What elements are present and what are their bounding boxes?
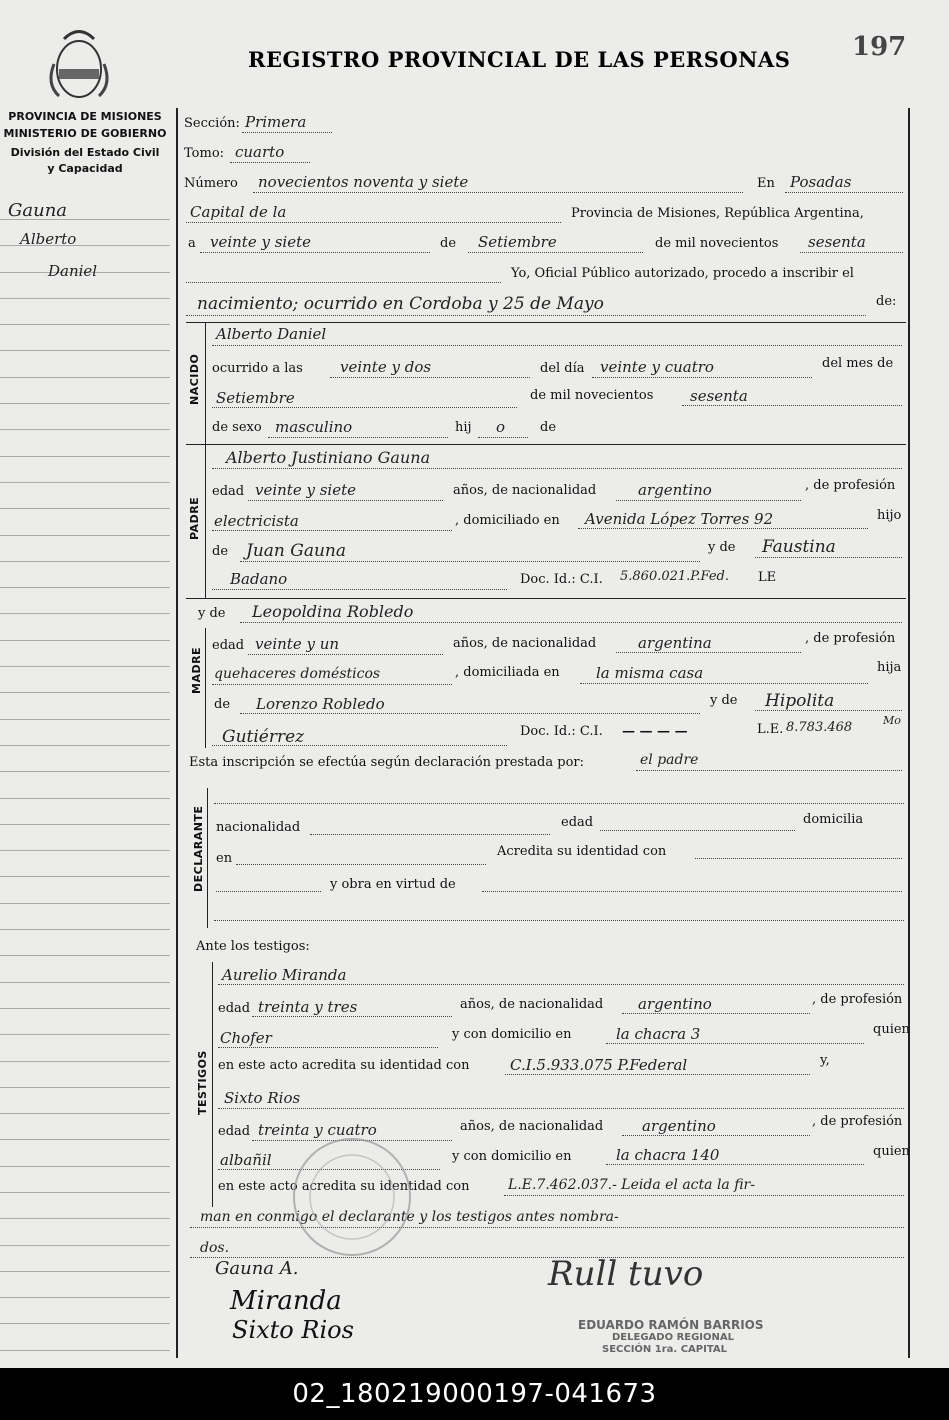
madre-le-label: L.E. [757,722,784,737]
margin-lines [0,219,170,1368]
testigo2-prof-label: , de profesión [812,1114,903,1129]
madre-y-de-label: y de [198,606,226,621]
ocurrido-label: ocurrido a las [212,361,303,376]
province-heading: PROVINCIA DE MISIONES [8,110,162,123]
madre-le-sufijo: Mo [883,714,901,727]
madre-madre: Hipolita [765,691,835,711]
right-border [908,108,910,1358]
provincia-label: Provincia de Misiones, República Argentina, [571,206,864,221]
tomo-value: cuarto [235,143,285,161]
padre-dom-label: , domiciliado en [455,513,560,528]
madre-dom: la misma casa [596,664,704,682]
coat-of-arms-icon [44,24,114,104]
padre-dom: Avenida López Torres 92 [585,510,774,528]
left-border [176,108,178,1358]
madre-prof-label: , de profesión [805,631,896,646]
testigo1-id: C.I.5.933.075 P.Federal [510,1056,688,1074]
testigo1-acredita-label: en este acto acredita su identidad con [218,1058,470,1073]
margin-second-name: Daniel [48,262,98,280]
en-value: Posadas [790,173,852,191]
padre-madre-apellido: Badano [230,570,288,588]
testigo1-prof: Chofer [220,1029,272,1047]
numero-value: novecientos noventa y siete [258,173,469,191]
firma-oficial: Rull tuvo [548,1254,704,1294]
declarante-dom-label: domicilia [803,812,864,827]
section-padre: PADRE [188,496,201,540]
margin-surname: Gauna [8,200,68,221]
stamp-area: SECCIÓN 1ra. CAPITAL [602,1344,727,1355]
testigo2-nac: argentino [642,1117,716,1135]
padre-padre: Juan Gauna [246,541,346,561]
testigo1-nac: argentino [638,995,712,1013]
seccion-label: Sección: [184,116,240,131]
fecha-anio: sesenta [808,233,866,251]
testigo1-nombre: Aurelio Miranda [222,966,347,984]
division-heading: División del Estado Civil [10,146,160,159]
de-colon-label: de: [876,294,897,309]
testigo2-dom-label: y con domicilio en [452,1149,572,1164]
declarante-nac-label: nacionalidad [216,820,301,835]
capital-value: Capital de la [190,203,287,221]
madre-nac-label: años, de nacionalidad [453,636,597,651]
ministry-heading: MINISTERIO DE GOBIERNO [3,127,167,140]
declarante-edad-label: edad [561,815,594,830]
declarante-quien: el padre [640,752,699,768]
testigo1-dom: la chacra 3 [616,1025,701,1043]
tomo-label: Tomo: [184,146,225,161]
hij-label: hij [455,420,472,435]
madre-edad-label: edad [212,638,245,653]
nacido-hora: veinte y dos [340,358,432,376]
padre-nombre: Alberto Justiniano Gauna [226,448,431,467]
testigo2-dom: la chacra 140 [616,1146,720,1164]
madre-padre: Lorenzo Robledo [256,695,385,713]
fecha-dia: veinte y siete [210,233,312,251]
testigo2-prof: albañil [220,1151,272,1169]
hija-label: hija [877,660,902,675]
testigo1-quien-label: quien [873,1022,910,1037]
fecha-mes: Setiembre [478,233,557,251]
numero-label: Número [184,176,238,191]
hij-suffix: o [496,418,506,436]
de-label: de [440,236,457,251]
image-code-footer: 02_180219000197-041673 [0,1368,949,1420]
sexo-label: de sexo [212,420,262,435]
padre-edad-label: edad [212,484,245,499]
document-title: REGISTRO PROVINCIAL DE LAS PERSONAS [248,47,791,72]
inscripcion-label: Esta inscripción se efectúa según declaración prestada por: [189,755,584,770]
stamp-role: DELEGADO REGIONAL [612,1332,735,1343]
de-mil-label: de mil novecientos [655,236,779,251]
madre-nac: argentina [638,634,712,652]
de-mil2-label: de mil novecientos [530,388,654,403]
acredita-label: Acredita su identidad con [497,844,667,859]
ante-testigos-label: Ante los testigos: [196,939,310,954]
folio-number: 197 [852,32,907,62]
madre-madre-apellido: Gutiérrez [222,727,305,747]
seccion-value: Primera [245,113,307,131]
de2-label: de [540,420,557,435]
padre-ci-label: Doc. Id.: C.I. [520,572,603,587]
hijo-label: hijo [877,508,902,523]
testigo1-nac-label: años, de nacionalidad [460,997,604,1012]
padre-prof: electricista [214,512,299,530]
section-nacido: NACIDO [188,353,201,405]
padre-madre: Faustina [762,537,836,557]
madre-ci-label: Doc. Id.: C.I. [520,724,603,739]
nacido-dia: veinte y cuatro [600,358,714,376]
a-label: a [188,236,196,251]
padre-nac: argentino [638,481,712,499]
acto-value: nacimiento; ocurrido en Cordoba y 25 de Mayo [197,294,604,314]
padre-edad: veinte y siete [255,481,357,499]
section-madre: MADRE [190,646,203,694]
nacido-mes: Setiembre [216,389,295,407]
nacido-anio: sesenta [690,387,748,405]
testigo2-acredita-label: en este acto acredita su identidad con [218,1179,470,1194]
cierre-linea-1: man en conmigo el declarante y los testigos antes nombra- [200,1209,619,1225]
testigo2-nombre: Sixto Rios [224,1089,301,1107]
testigo2-edad: treinta y cuatro [258,1121,377,1139]
madre-prof: quehaceres domésticos [214,666,381,682]
padre-prof-label: , de profesión [805,478,896,493]
testigo1-edad: treinta y tres [258,998,358,1016]
margin-first-name: Alberto [20,230,77,248]
firma-declarante: Gauna A. [215,1258,299,1279]
nacido-sexo: masculino [275,418,353,436]
en-label: En [757,176,775,191]
padre-de-label: de [212,544,229,559]
stamp-name: EDUARDO RAMÓN BARRIOS [578,1318,764,1332]
madre-de-label: de [214,697,231,712]
madre-y-de2-label: y de [710,693,738,708]
padre-y-de-label: y de [708,540,736,555]
section-declarante: DECLARANTE [192,805,205,892]
madre-dom-label: , domiciliada en [455,665,560,680]
testigo2-edad-label: edad [218,1124,251,1139]
madre-le: 8.783.468 [786,720,853,735]
cierre-linea-2: dos. [200,1240,230,1256]
testigo1-dom-label: y con domicilio en [452,1027,572,1042]
round-seal-icon [290,1135,415,1260]
firma-testigo1: Miranda [230,1286,342,1316]
del-mes-label: del mes de [822,356,894,371]
testigo2-nac-label: años, de nacionalidad [460,1119,604,1134]
oficial-label: Yo, Oficial Público autorizado, procedo a inscribir el [511,266,854,281]
testigo1-y-label: y, [820,1053,830,1068]
testigo1-edad-label: edad [218,1001,251,1016]
madre-ci: — — — — [622,724,688,739]
nacido-nombre: Alberto Daniel [216,325,327,343]
padre-le: LE [758,570,777,585]
firma-testigo2: Sixto Rios [232,1316,354,1344]
section-testigos: TESTIGOS [196,1050,209,1115]
madre-nombre: Leopoldina Robledo [252,602,414,621]
del-dia-label: del día [540,361,585,376]
division-heading-2: y Capacidad [47,162,123,175]
declarante-en-label: en [216,851,233,866]
testigo2-quien-label: quien [873,1144,910,1159]
padre-ci: 5.860.021.P.Fed. [620,569,729,584]
madre-edad: veinte y un [255,635,340,653]
testigo2-id: L.E.7.462.037.- Leida el acta la fir- [508,1177,755,1193]
padre-nac-label: años, de nacionalidad [453,483,597,498]
testigo1-prof-label: , de profesión [812,992,903,1007]
obra-label: y obra en virtud de [330,877,456,892]
